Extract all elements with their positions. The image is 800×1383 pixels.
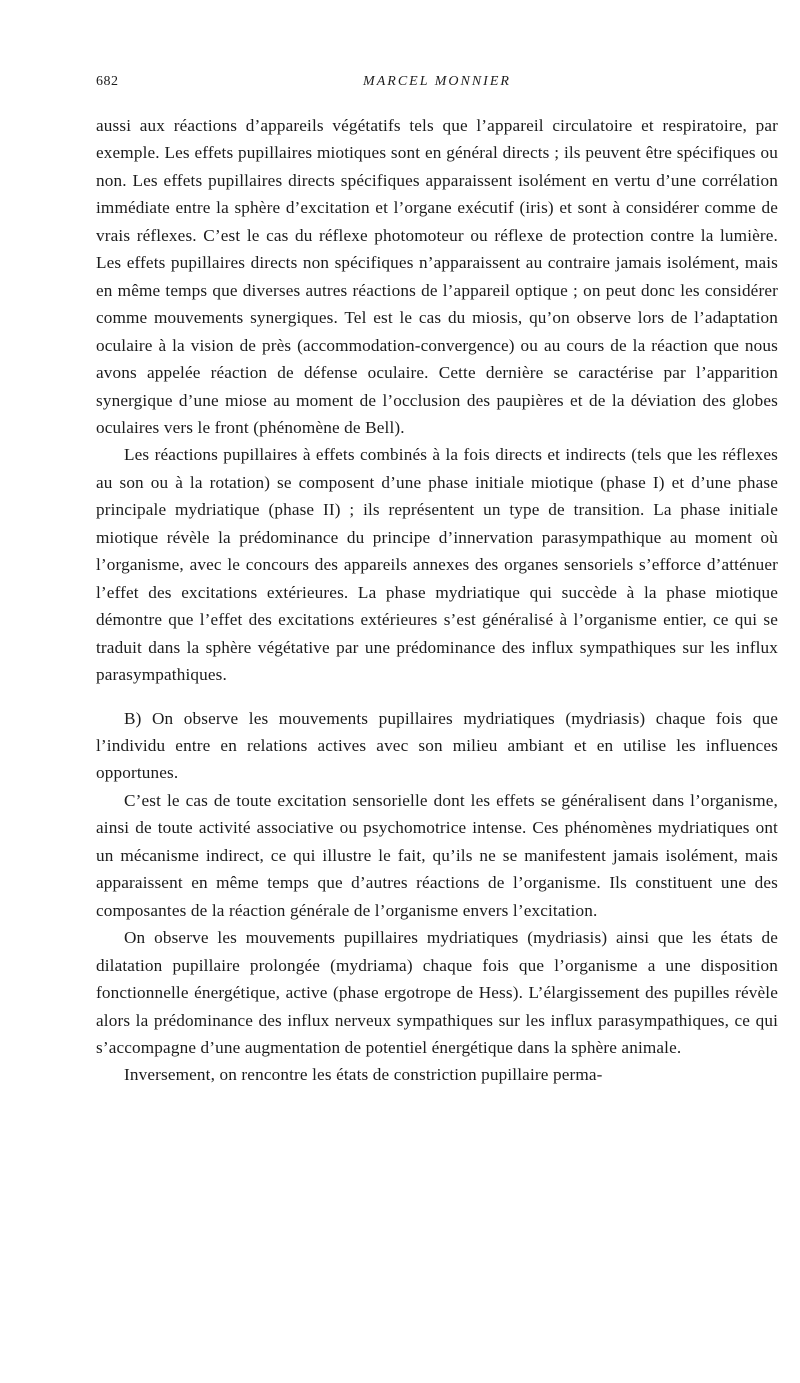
body-text (96, 112, 778, 1089)
paragraph-mydriasis-states: On observe les mouvements pupillaires mydriatiques (mydriasis) ainsi que les états de dilatation pupillaire prolongée (mydriama) chaque fois que l’organisme a une disposition fonctionnelle énergétique, active (phase ergotrope de Hess). L’élargissement des pupilles révèle alors la prédominance des influx nerveux sympathiques sur les influx parasympathiques, ce qui s’accompagne d’une augmentation de potentiel énergétique dans la sphère animale. (96, 928, 778, 1057)
paragraph-direct-effects: aussi aux réactions d’appareils végétatifs tels que l’appareil circulatoire et respiratoire, par exemple. Les effets pupillaires miotiques sont en général directs ; ils peuvent être spécifiques ou non. Les effets pupillaires directs spécifiques apparaissent isolément en vertu d’une corrélation immédiate entre la sphère d’excitation et l’organe exécutif (iris) et sont à considérer comme de vrais réflexes. C’est le cas du réflexe photomoteur ou réflexe de protection contre la lumière. Les effets pupillaires directs non spécifiques n’apparaissent au contraire jamais isolément, mais en même temps que diverses autres réactions de l’appareil optique ; on peut donc les considérer comme mouvements synergiques. Tel est le cas du miosis, qu’on observe lors de l’adaptation oculaire à la vision de près (accommodation-convergence) ou au cours de la réaction que nous avons appelée réaction de défense oculaire. Cette dernière se caractérise par l’apparition synergique d’une miose au moment de l’occlusion des paupières et de la déviation des globes oculaires vers le front (phénomène de Bell). (96, 116, 778, 437)
page-number: 682 (96, 74, 119, 89)
paragraph-section-b: B) On observe les mouvements pupillaires mydriatiques (mydriasis) chaque fois que l’individu entre en relations actives avec son milieu ambiant et en utilise les influences opportunes. (96, 708, 778, 783)
running-title: MARCEL MONNIER (363, 74, 511, 89)
paragraph-combined-effects: Les réactions pupillaires à effets combinés à la fois directs et indirects (tels que les réflexes au son ou à la rotation) se composent d’une phase initiale miotique (phase I) et d’une phase principale mydriatique (phase II) ; ils représentent un type de transition. La phase initiale miotique révèle la prédominance du principe d’innervation parasympathique au moment où l’organisme, avec le concours des appareils annexes des organes sensoriels s’efforce d’atténuer l’effet des excitations extérieures. La phase mydriatique qui succède à la phase miotique démontre que l’effet des excitations extérieures s’est généralisé à l’organisme entier, ce qui se traduit dans la sphère végétative par une prédominance des influx sympathiques sur les influx parasympathiques. (96, 445, 778, 685)
running-head (96, 74, 778, 96)
paragraph-constriction: Inversement, on rencontre les états de constriction pupillaire perma- (124, 1065, 603, 1085)
paragraph-sensory-excitation: C’est le cas de toute excitation sensorielle dont les effets se généralisent dans l’organisme, ainsi de toute activité associative ou psychomotrice intense. Ces phénomènes mydriatiques ont un mécanisme indirect, ce qui illustre le fait, qu’ils ne se manifestent jamais isolément, mais apparaissent en même temps que d’autres réactions de l’organisme. Ils constituent une des composantes de la réaction générale de l’organisme envers l’excitation. (96, 790, 778, 920)
